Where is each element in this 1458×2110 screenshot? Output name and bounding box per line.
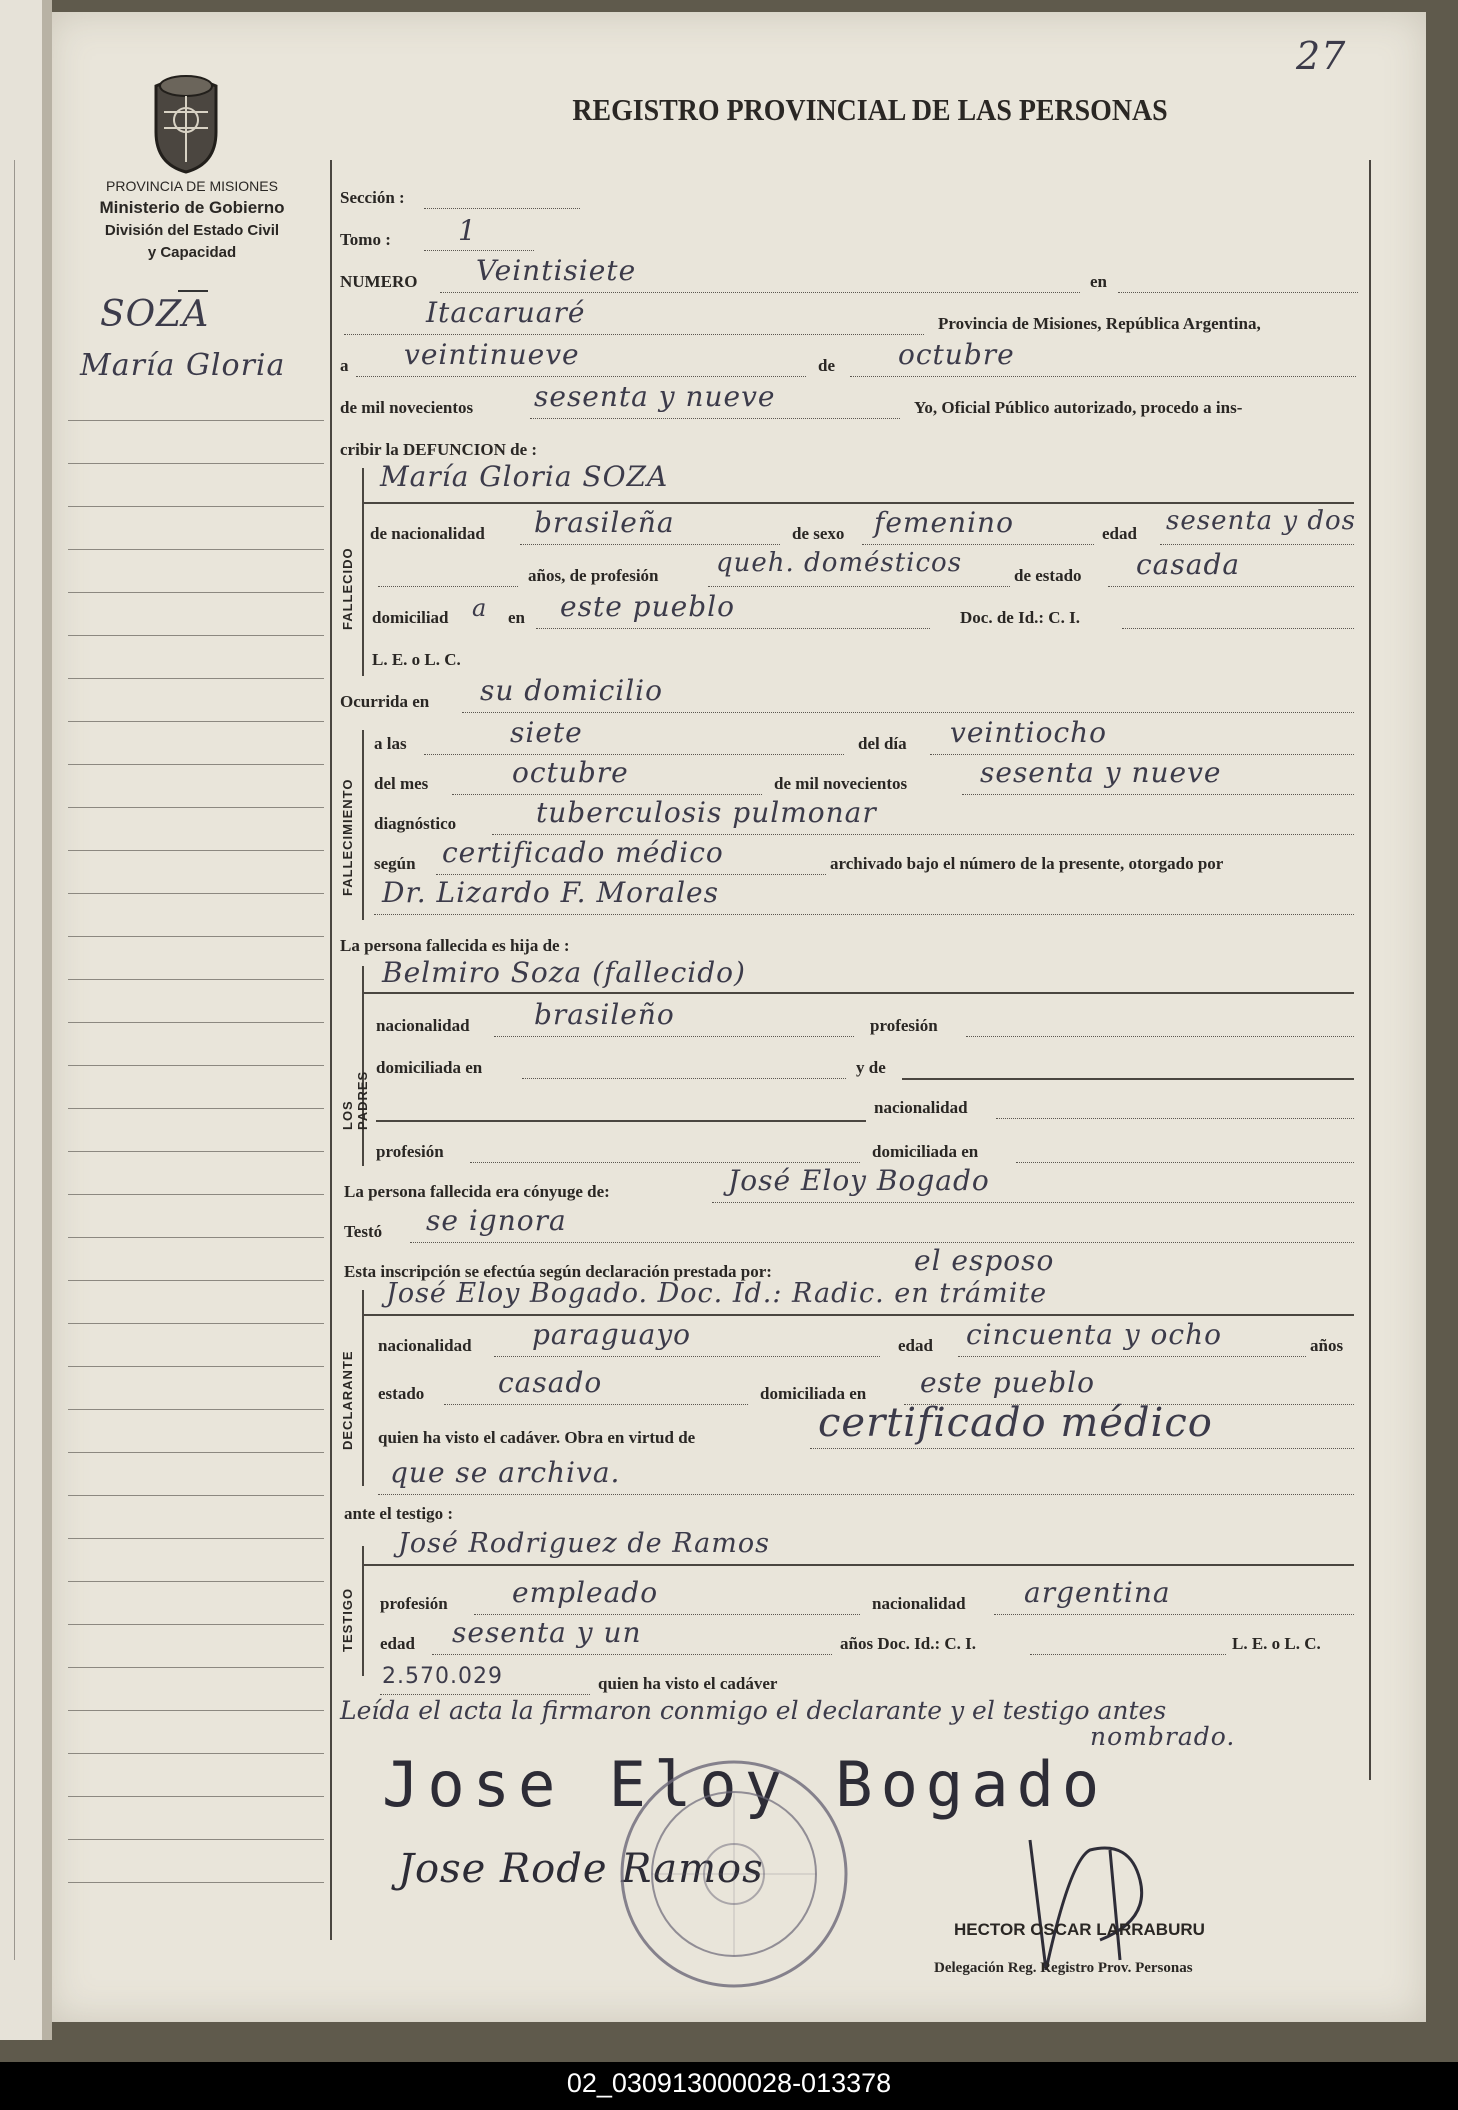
field-anio: [530, 418, 900, 419]
field-madre-profesion: [470, 1162, 860, 1163]
label-padre-nacionalidad: nacionalidad: [376, 1016, 470, 1035]
document-title: REGISTRO PROVINCIAL DE LAS PERSONAS: [572, 92, 1168, 127]
section-fallecido-rule: [362, 468, 364, 676]
value-testigo-edad: sesenta y un: [452, 1616, 642, 1649]
field-madre: [902, 1078, 1354, 1080]
field-sexo: [862, 544, 1094, 545]
value-mes: octubre: [898, 338, 1015, 371]
label-declarante-estado: estado: [378, 1384, 425, 1403]
value-dia-fallecimiento: veintiocho: [950, 716, 1108, 749]
office-province: PROVINCIA DE MISIONES: [106, 178, 278, 194]
value-anio: sesenta y nueve: [534, 380, 776, 413]
field-mes: [850, 376, 1356, 377]
field-madre-domicilio: [1016, 1162, 1354, 1163]
value-numero: Veintisiete: [476, 254, 637, 287]
label-de-mil-2: de mil novecientos: [774, 774, 908, 793]
value-padre-nacionalidad: brasileño: [534, 998, 675, 1031]
label-inscripcion: Esta inscripción se efectúa según declaración prestada por:: [344, 1262, 772, 1281]
side-label-fallecido: FALLECIDO: [340, 547, 355, 630]
side-label-fallecimiento: FALLECIMIENTO: [340, 778, 355, 896]
field-obra-virtud: [810, 1448, 1354, 1449]
value-declarante-nacionalidad: paraguayo: [532, 1318, 692, 1351]
label-declarante-domiciliada: domiciliada en: [760, 1384, 867, 1403]
label-testigo-anos-doc: años Doc. Id.: C. I.: [840, 1634, 977, 1653]
value-mes-fallecimiento: octubre: [512, 756, 629, 789]
label-de-sexo: de sexo: [792, 524, 845, 543]
value-testigo: José Rodriguez de Ramos: [398, 1528, 770, 1559]
official-signature: [1010, 1820, 1170, 1980]
value-declarante-estado: casado: [498, 1366, 603, 1399]
field-otorgado-por: [374, 914, 1354, 915]
label-madre-profesion: profesión: [376, 1142, 444, 1161]
value-nombre: María Gloria SOZA: [380, 460, 669, 493]
office-capacity: y Capacidad: [147, 244, 237, 261]
side-label-testigo: TESTIGO: [340, 1587, 355, 1652]
label-doc-id: Doc. de Id.: C. I.: [960, 608, 1080, 627]
label-conyuge: La persona fallecida era cónyuge de:: [344, 1182, 610, 1201]
value-domicilio: este pueblo: [560, 590, 735, 623]
field-mes-fallecimiento: [452, 794, 762, 795]
label-inscribir: cribir la DEFUNCION de :: [340, 440, 538, 459]
field-ocurrida: [462, 712, 1354, 713]
value-testigo-nacionalidad: argentina: [1024, 1576, 1171, 1609]
value-nacionalidad: brasileña: [534, 506, 675, 539]
field-declarante: [364, 1314, 1354, 1316]
label-testigo-profesion: profesión: [380, 1594, 448, 1613]
label-en: en: [1090, 272, 1107, 291]
field-nacionalidad: [520, 544, 780, 545]
label-domicilio-en: en: [508, 608, 525, 627]
official-seal-stamp: [612, 1752, 856, 1996]
field-testigo-nacionalidad: [994, 1614, 1354, 1615]
value-conyuge: José Eloy Bogado: [728, 1164, 990, 1197]
label-ocurrida: Ocurrida en: [340, 692, 430, 711]
field-declarante-nacionalidad: [494, 1356, 880, 1357]
field-segun: [436, 874, 826, 875]
coat-of-arms-emblem: [142, 72, 230, 176]
margin-surname: SOZA: [100, 294, 210, 335]
value-lugar: Itacaruaré: [426, 296, 586, 329]
label-testo: Testó: [344, 1222, 383, 1241]
left-page-rule: [14, 160, 15, 1960]
value-ocurrida: su domicilio: [480, 674, 663, 707]
label-oficial: Yo, Oficial Público autorizado, procedo a ins-: [914, 398, 1243, 417]
value-diagnostico: tuberculosis pulmonar: [536, 796, 877, 829]
page-number: 27: [1296, 34, 1347, 78]
label-testigo-le-lc: L. E. o L. C.: [1232, 1634, 1321, 1653]
field-padre: [364, 992, 1354, 994]
label-de: de: [818, 356, 835, 375]
field-en: [1118, 292, 1358, 293]
field-domicilio: [536, 628, 930, 629]
value-domiciliado-sufijo: a: [472, 594, 488, 622]
label-del-mes: del mes: [374, 774, 429, 793]
field-diagnostico: [492, 834, 1354, 835]
label-testigo-nacionalidad: nacionalidad: [872, 1594, 966, 1613]
field-hora: [424, 754, 844, 755]
value-sexo: femenino: [874, 506, 1014, 539]
value-estado: casada: [1136, 548, 1241, 581]
field-lugar: [344, 334, 924, 335]
field-testigo-ci-number: [380, 1694, 590, 1695]
office-ministry: Ministerio de Gobierno: [99, 198, 285, 217]
signature-declarante: Jose Eloy Bogado: [382, 1748, 1108, 1821]
label-quien-ha-visto: quien ha visto el cadáver. Obra en virtud de: [378, 1428, 696, 1447]
label-declarante-edad: edad: [898, 1336, 933, 1355]
official-title: Delegación Reg. Registro Prov. Personas: [934, 1960, 1193, 1976]
label-de-estado: de estado: [1014, 566, 1082, 585]
field-declarante-estado: [444, 1404, 748, 1405]
value-declarante-obra-cont: que se archiva.: [390, 1456, 621, 1489]
field-profesion: [708, 586, 1010, 587]
label-padre-profesion: profesión: [870, 1016, 938, 1035]
label-padre-domiciliada: domiciliada en: [376, 1058, 483, 1077]
field-testigo: [364, 1564, 1354, 1566]
value-tomo: 1: [458, 214, 477, 247]
field-padre-nacionalidad: [494, 1036, 854, 1037]
field-obra-virtud-cont: [378, 1494, 1354, 1495]
label-le-lc: L. E. o L. C.: [372, 650, 461, 669]
label-de-mil: de mil novecientos: [340, 398, 474, 417]
field-seccion: [424, 208, 580, 209]
field-dia-fallecimiento: [930, 754, 1354, 755]
value-declarante-relacion: el esposo: [914, 1244, 1055, 1277]
label-ante-testigo: ante el testigo :: [344, 1504, 454, 1523]
value-profesion: queh. domésticos: [716, 548, 963, 578]
label-provincia: Provincia de Misiones, República Argentina,: [938, 314, 1261, 333]
value-anio-fallecimiento: sesenta y nueve: [980, 756, 1222, 789]
label-domiciliado: domiciliad: [372, 608, 449, 627]
label-diagnostico: diagnóstico: [374, 814, 457, 833]
value-hora: siete: [510, 716, 583, 749]
label-archivado: archivado bajo el número de la presente, otorgado por: [830, 854, 1224, 873]
label-tomo: Tomo :: [340, 230, 391, 249]
office-rule: [178, 290, 208, 292]
file-identifier: 02_030913000028-013378: [566, 2068, 892, 2098]
label-testigo-edad: edad: [380, 1634, 415, 1653]
signature-testigo: Jose Rode Ramos: [398, 1846, 764, 1892]
value-testigo-ci: 2.570.029: [382, 1664, 503, 1689]
field-edad: [1160, 544, 1354, 545]
label-a: a: [340, 356, 349, 375]
value-declarante: José Eloy Bogado. Doc. Id.: Radic. en trámite: [386, 1278, 1048, 1309]
value-dia: veintinueve: [404, 338, 580, 371]
label-madre-nacionalidad: nacionalidad: [874, 1098, 968, 1117]
label-edad: edad: [1102, 524, 1137, 543]
label-segun: según: [374, 854, 416, 873]
field-testigo-ci: [1030, 1654, 1226, 1655]
label-testigo-quien: quien ha visto el cadáver: [598, 1674, 778, 1693]
field-padre-domicilio: [522, 1078, 846, 1079]
value-declarante-obra: certificado médico: [818, 1400, 1213, 1446]
field-numero: [440, 292, 1080, 293]
side-label-declarante: DECLARANTE: [340, 1350, 355, 1450]
field-madre-cont: [376, 1120, 866, 1122]
field-testo: [410, 1242, 1354, 1243]
field-tomo: [424, 250, 534, 251]
field-padre-profesion: [966, 1036, 1354, 1037]
label-declarante-anos: años: [1310, 1336, 1344, 1355]
label-del-dia: del día: [858, 734, 907, 753]
official-name: HECTOR OSCAR LARRABURU: [954, 1920, 1205, 1939]
field-madre-nacionalidad: [996, 1118, 1354, 1119]
value-edad: sesenta y dos: [1166, 506, 1357, 536]
form-left-border: [330, 160, 332, 1940]
margin-given-name: María Gloria: [80, 348, 286, 383]
label-madre-domiciliada: domiciliada en: [872, 1142, 979, 1161]
section-fallecimiento-rule: [362, 730, 364, 920]
value-segun: certificado médico: [442, 836, 724, 869]
label-a-las: a las: [374, 734, 407, 753]
value-declarante-edad: cincuenta y ocho: [966, 1318, 1222, 1351]
label-seccion: Sección :: [340, 188, 405, 207]
field-edad-cont: [378, 586, 518, 587]
closing-statement: Leída el acta la firmaron conmigo el declarante y el testigo antes: [340, 1696, 1167, 1725]
left-page-edge: [0, 0, 42, 2040]
field-doc-id: [1122, 628, 1354, 629]
value-testigo-profesion: empleado: [512, 1576, 659, 1609]
field-declarante-edad: [958, 1356, 1306, 1357]
field-conyuge: [712, 1202, 1354, 1203]
field-dia: [356, 376, 806, 377]
label-hija-de: La persona fallecida es hija de :: [340, 936, 570, 955]
form-right-border: [1369, 160, 1371, 1780]
book-gutter: [42, 0, 52, 2040]
field-testigo-profesion: [474, 1614, 860, 1615]
side-label-los-padres: LOS PADRES: [340, 1070, 370, 1130]
section-declarante-rule: [362, 1290, 364, 1486]
field-estado: [1108, 586, 1354, 587]
value-declarante-domicilio: este pueblo: [920, 1366, 1095, 1399]
value-otorgado-por: Dr. Lizardo F. Morales: [382, 876, 719, 909]
closing-nombrado: nombrado.: [1090, 1722, 1236, 1751]
label-y-de: y de: [856, 1058, 886, 1077]
office-division: División del Estado Civil: [104, 222, 280, 239]
label-numero: NUMERO: [340, 272, 418, 291]
label-de-nacionalidad: de nacionalidad: [370, 524, 485, 543]
label-declarante-nacionalidad: nacionalidad: [378, 1336, 472, 1355]
label-anos-profesion: años, de profesión: [528, 566, 659, 585]
value-testo: se ignora: [426, 1204, 567, 1237]
field-anio-fallecimiento: [962, 794, 1354, 795]
value-padre: Belmiro Soza (fallecido): [382, 956, 746, 989]
field-nombre: [364, 502, 1354, 504]
field-testigo-edad: [432, 1654, 832, 1655]
